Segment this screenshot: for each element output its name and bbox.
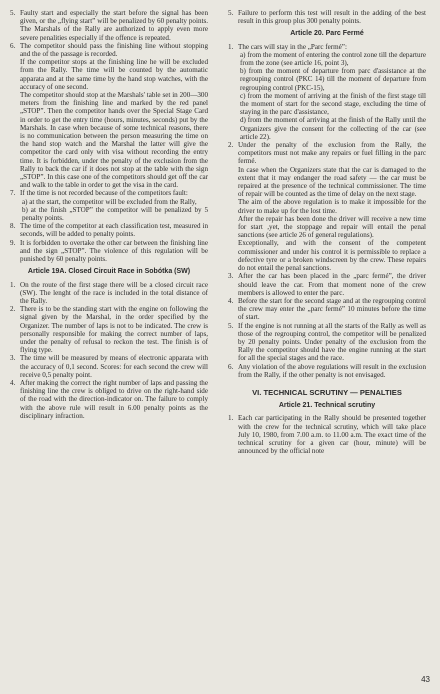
paragraph: After the repair has been done the driver will receive a new time for start ,yet, the stoppage and repair will entail the penal sanctions (see article 26 of general regulations). [238,214,426,240]
item-number: 5. [228,321,234,330]
left-circuit-item-1 [10,281,208,306]
paragraph: After the car has been placed in the „parc fermé”, the driver should leave the car. From that moment none of the crew members is allowed to enter the parc. [238,272,426,297]
item-number: 6. [10,41,16,50]
item-number: 1. [228,414,234,423]
paragraph: If the engine is not running at all the starts of the Rally as well as those of the regrouping control, the competitor will be penalized by 20 penalty points. Under penalty of the exclusion from the Rally the competitor should have the engine running at the start for all the special stages and the race. [238,321,426,363]
item-number: 1. [10,280,16,289]
left-item-8 [10,222,208,238]
paragraph: Faulty start and especially the start before the signal has been given, or the „flying start” will be penalized by 60 penalty points. The Marshals of the Rally are authorized to apply even more severe penalities especially if the offence is repeated. [20,9,208,42]
paragraph: The aim of the above regulation is to make it impossible for the driver to make up for the lost time. [238,198,426,215]
parc-ferme-item-6 [228,363,426,379]
paragraph: Each car participating in the Rally should be presented together with the crew for the technical scrutiny, which will take place July 10, 1980, from 7.00 a.m. to 11.00 a.m. The exact time of the technical scrutiny for a given car (hour, minute) will be announced by the official note [238,414,426,456]
paragraph: The competitor should stop at the Marshals' table set in 200—300 meters from the finishing line and marked by the red panel „STOP”. Then the competitor hands over the Special Stage Card in order to get the entry time (hours, minutes, seconds) put by the Marshals. In case when because of some technical reasons, there is no communication between the person measuring the time on the hand stop watch and the Marshal the latter will give the competitor the card only with visa without recording the entry time. It is forbidden, under the penalty of the exclusion from the Rally to back the car if it does not stop at the table with the sign „STOP”. In this case one of the competitors should get off the car and walk to the table in order to get the visa in the card. [20,91,208,190]
item-number: 4. [228,296,234,305]
item-number: 3. [10,354,16,363]
item-number: 1. [228,42,234,51]
sub-paragraph: a) from the moment of entering the control zone till the departure from the zone (see article 16, point 3), [240,50,426,68]
item-number: 4. [10,378,16,387]
sub-paragraph: a) at the start, the competitor will be excluded from the Rally, [22,197,197,206]
page-number: 43 [421,674,430,684]
left-item-7 [10,189,208,222]
item-number: 2. [10,305,16,314]
item-number: 3. [228,272,234,281]
sub-paragraph: b) at the finish „STOP” the competitor will be penalized by 5 penalty points. [22,205,208,223]
left-item-6 [10,42,208,190]
item-number: 5. [228,9,234,17]
article-19a-heading: Article 19A. Closed Circuit Race in Sobótka (SW) [27,268,191,276]
paragraph: If the competitor stops at the finishing line he will be excluded from the Rally. The time will be counted by the automatic apparata and at the same time by the hand stop watches, with the accuracy of one second. [20,58,208,91]
parc-ferme-item-3 [228,272,426,297]
paragraph: It is forbidden to overtake the other car between the finishing line and the sign „STOP”. The violence of this regulation will be punished by 60 penalty points. [20,238,208,264]
article-20-heading: Article 20. Parc Fermé [290,30,364,38]
paragraph: After making the correct the right number of laps and passing the finishing line the crew is obliged to drive on the right-hand side of the road with the direction-indicator on. The failure to comply with the above rule will result in 6.00 penalty points as the disciplinary infraction. [20,378,208,420]
section-vi-heading: VI. TECHNICAL SCRUTINY — PENALTIES [252,387,402,397]
parc-ferme-item-1 [228,43,426,141]
paragraph: The time will be measured by means of electronic apparata with the accuracy of 0,1 second. Scores: for each second the crew will receive 0,5 penalty point. [20,354,208,379]
right-column [228,9,426,455]
paragraph: In case when the Organizers state that the car is damaged to the extent that it may endanger the road safety — the car must be repaired at the presence of the technical commissioner. The time of repair will be counted as the time of delay on the next stage. [238,165,426,199]
scrutiny-item-1 [228,414,426,455]
sub-paragraph: b) from the moment of departure from parc d'assistance at the regrouping control (PKC 14) till the moment of departure from regrouping control (PKC-15), [240,67,426,92]
left-circuit-item-4 [10,379,208,420]
paragraph: The cars will stay in the „Parc fermé”: [238,42,347,51]
paragraph: The time of the competitor at each classification test, measured in seconds, will be added to penalty points. [20,222,208,239]
paragraph: If the time is not recorded because of the competitors fault: [20,189,188,198]
paragraph: On the route of the first stage there will be a closed circuit race (SW). The lenght of the race is included in the total distance of the Rally. [20,280,208,305]
left-item-5 [10,9,208,42]
item-number: 9. [10,238,16,247]
item-number: 6. [228,362,234,371]
paragraph: Before the start for the second stage and at the regrouping control the crew may enter the „parc fermé” 10 minutes before the time of start. [238,296,426,322]
parc-ferme-item-2 [228,141,426,272]
item-number: 7. [10,189,16,198]
paragraph: Under the penalty of the exclusion from the Rally, the competitors must not make any repairs or fuel filling in the parc fermé. [238,141,426,166]
left-item-9 [10,239,208,264]
left-column [10,9,208,420]
paragraph: There is to be the standing start with the engine on following the signal given by the Marshal, in the order specified by the Organizer. The number of laps is not to be indicated. The crew is personally responsible for making the correct number of laps, under the penalty of refusal to reckon the test. The finish is of flying type. [20,305,208,355]
left-circuit-item-3 [10,354,208,379]
paragraph: The competitor should pass the finishing line without stopping and the of the passage is recorded. [20,41,208,59]
paragraph: Failure to perform this test will result in the adding of the best result in this group plus 300 penalty points. [238,9,426,26]
sub-paragraph: d) from the moment of arriving at the finish of the Rally until the Organizers give the consent for the collecting of the car (see article 22). [240,116,426,141]
item-number: 8. [10,222,16,231]
paragraph: Exceptionally, and with the consent of the competent commissioner and under his control it is permissible to replace a defective tyre or a broken windscreen by the crew. These repairs do not entail the penal sanctions. [238,239,426,273]
item-number: 2. [228,141,234,150]
paragraph: Any violation of the above regulations will result in the exclusion from the Rally, if the other penalty is not envisaged. [238,362,426,379]
left-circuit-item-2 [10,305,208,354]
parc-ferme-item-4 [228,297,426,322]
item-number: 5. [10,9,16,17]
right-item-5 [228,9,426,25]
sub-paragraph: c) from the moment of arriving at the finish of the first stage till the moment of start for the second stage, excluding the time of staying in the parc d'assistance, [240,91,426,117]
parc-ferme-item-5 [228,322,426,363]
article-21-heading: Article 21. Technical scrutiny [278,402,376,410]
